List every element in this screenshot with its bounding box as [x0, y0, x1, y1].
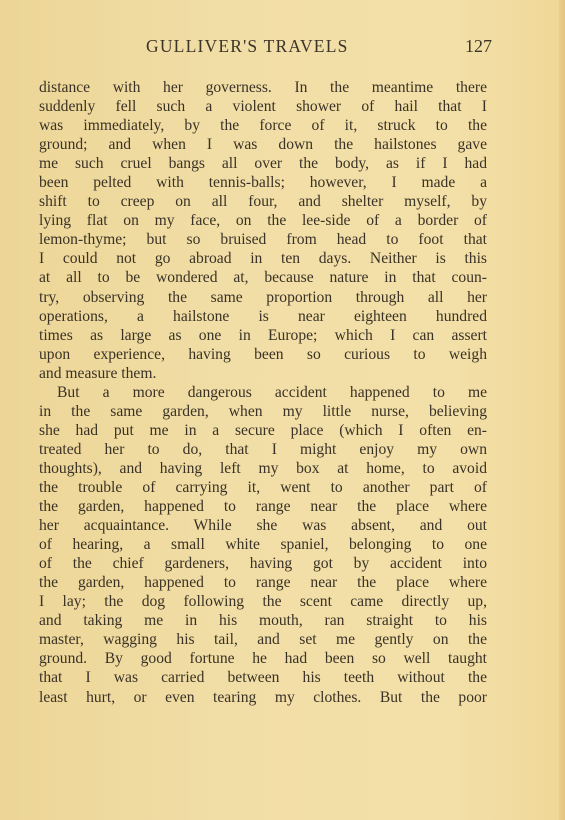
text-line: But a more dangerous accident happened to me	[57, 383, 487, 401]
text-line: thoughts), and having left my box at home, to avoid	[39, 459, 487, 477]
text-line: lying flat on my face, on the lee-side of a border of	[39, 212, 487, 230]
text-line: treated her to do, that I might enjoy my own	[39, 440, 487, 458]
text-line: of the chief gardeners, having got by accident into	[39, 555, 487, 573]
page-number: 127	[465, 36, 492, 56]
text-line: her acquaintance. While she was absent, and out	[39, 517, 487, 535]
text-line: upon experience, having been so curious to weigh	[39, 345, 487, 363]
text-line: me such cruel bangs all over the body, as if I had	[39, 155, 487, 173]
text-line: she had put me in a secure place (which I often en-	[39, 421, 487, 439]
text-line: suddenly fell such a violent shower of hail that I	[39, 98, 487, 116]
text-line: operations, a hailstone is near eighteen hundred	[39, 307, 487, 325]
page-header	[146, 36, 492, 60]
text-line: the garden, happened to range near the place where	[39, 498, 487, 516]
text-line: and taking me in his mouth, ran straight to his	[39, 612, 487, 630]
text-line: that I was carried between his teeth without the	[39, 669, 487, 687]
text-line: of hearing, a small white spaniel, belonging to one	[39, 536, 487, 554]
text-line: try, observing the same proportion through all her	[39, 288, 487, 306]
page-edge-shadow	[559, 0, 565, 820]
body-text	[39, 78, 487, 707]
text-line: I lay; the dog following the scent came directly up,	[39, 593, 487, 611]
running-title: GULLIVER'S TRAVELS	[146, 36, 349, 56]
text-line: ground; and when I was down the hailstones gave	[39, 136, 487, 154]
text-line: and measure them.	[39, 364, 157, 382]
text-line: ground. By good fortune he had been so well taught	[39, 650, 487, 668]
text-line: the trouble of carrying it, went to another part of	[39, 478, 487, 496]
text-line: least hurt, or even tearing my clothes. But the poor	[39, 688, 487, 706]
text-line: in the same garden, when my little nurse, believing	[39, 402, 487, 420]
text-line: I could not go abroad in ten days. Neither is this	[39, 250, 487, 268]
text-line: the garden, happened to range near the place where	[39, 574, 487, 592]
text-line: been pelted with tennis-balls; however, I made a	[39, 174, 487, 192]
text-line: shift to creep on all four, and shelter myself, by	[39, 193, 487, 211]
text-line: distance with her governess. In the meantime there	[39, 79, 487, 96]
text-line: times as large as one in Europe; which I can assert	[39, 326, 487, 344]
text-line: lemon-thyme; but so bruised from head to foot that	[39, 231, 487, 249]
text-line: master, wagging his tail, and set me gently on the	[39, 631, 487, 649]
text-line: at all to be wondered at, because nature in that coun-	[39, 269, 487, 287]
text-line: was immediately, by the force of it, struck to the	[39, 117, 487, 135]
